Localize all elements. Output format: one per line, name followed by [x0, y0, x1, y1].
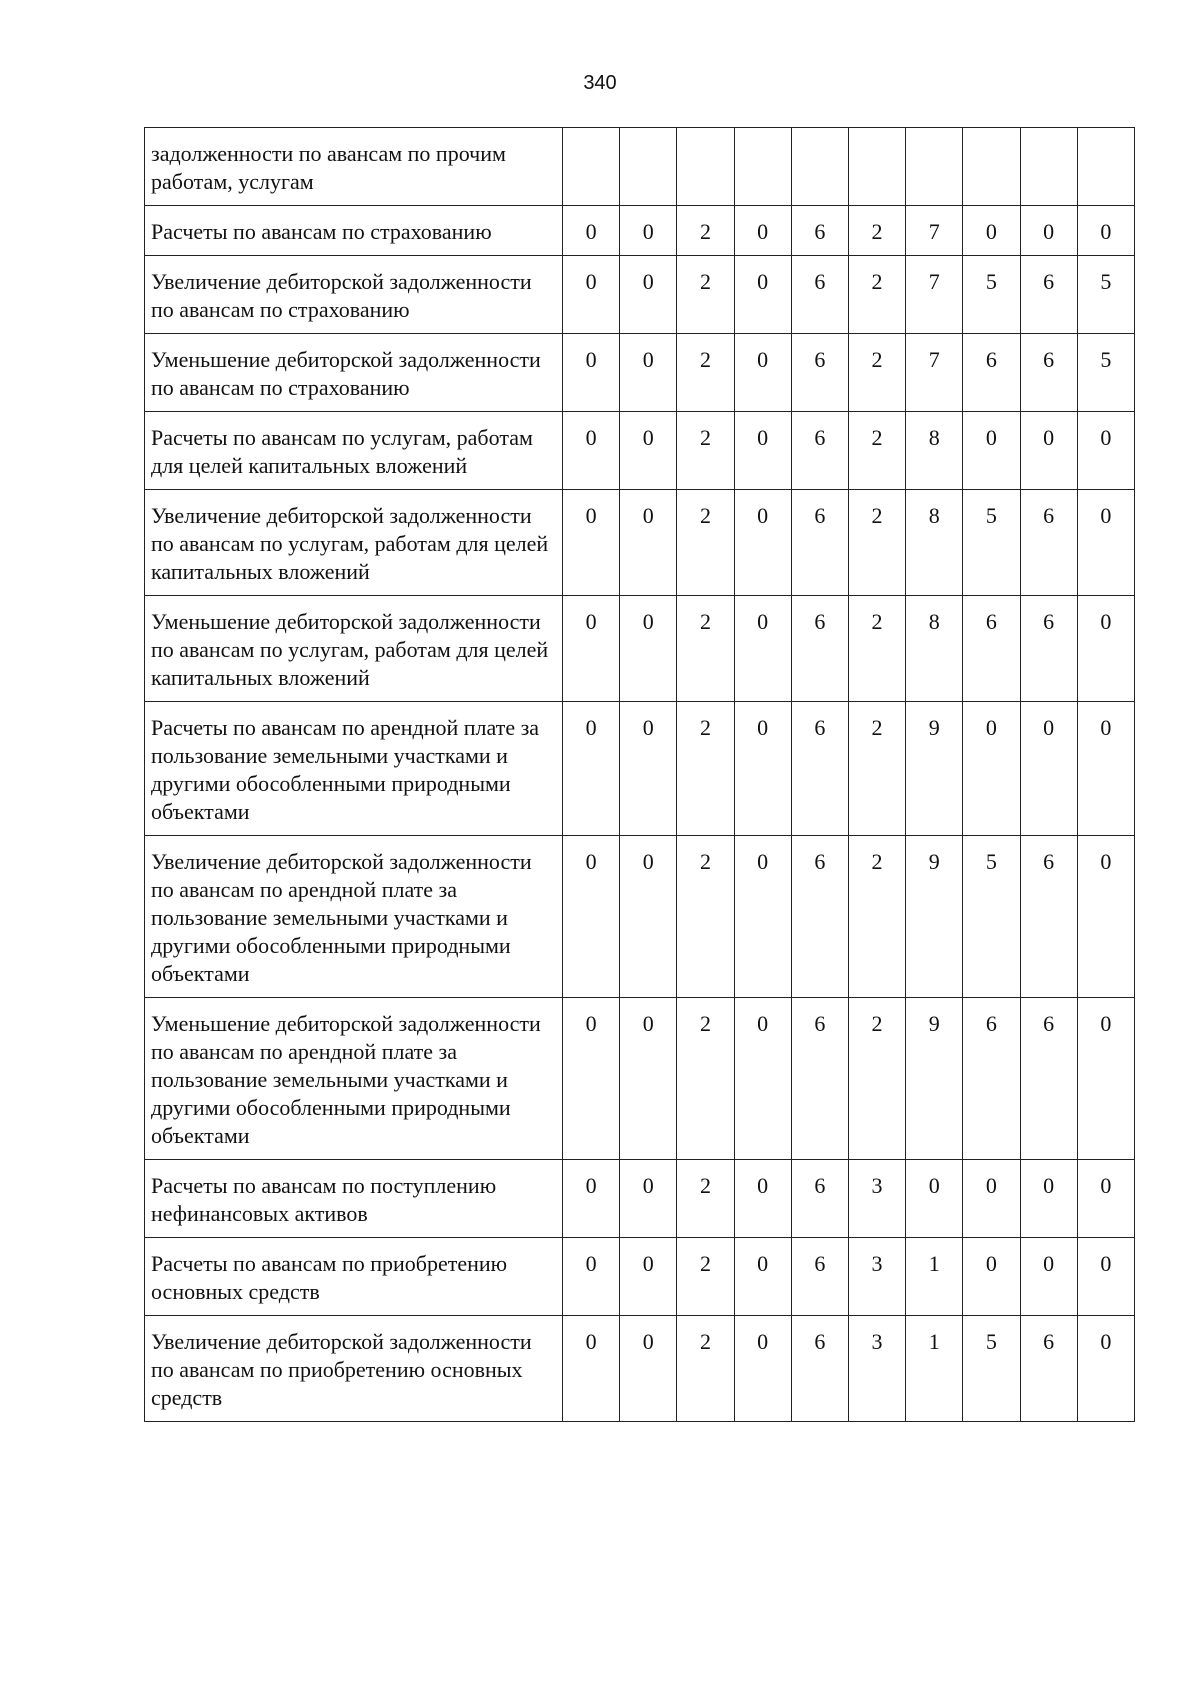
code-digit-cell: 6: [791, 998, 848, 1160]
code-digit-cell: [734, 128, 791, 206]
row-description: Расчеты по авансам по арендной плате за пользование земельными участками и другими обособленными природными объектами: [145, 702, 563, 836]
code-digit-cell: [1020, 128, 1077, 206]
code-digit-cell: 9: [906, 836, 963, 998]
code-digit-cell: 7: [906, 206, 963, 256]
row-description: Расчеты по авансам по страхованию: [145, 206, 563, 256]
code-digit-cell: 6: [1020, 1316, 1077, 1422]
code-digit-cell: 0: [1020, 206, 1077, 256]
code-digit-cell: 0: [1077, 206, 1134, 256]
row-description: Расчеты по авансам по приобретению основных средств: [145, 1238, 563, 1316]
code-digit-cell: 2: [848, 702, 905, 836]
code-digit-cell: 0: [620, 998, 677, 1160]
table-row: [145, 490, 1135, 596]
code-digit-cell: 5: [963, 490, 1020, 596]
code-digit-cell: 7: [906, 334, 963, 412]
code-digit-cell: [906, 128, 963, 206]
code-digit-cell: 0: [734, 412, 791, 490]
code-digit-cell: 5: [963, 1316, 1020, 1422]
code-digit-cell: 6: [1020, 490, 1077, 596]
code-digit-cell: 5: [1077, 256, 1134, 334]
code-digit-cell: 0: [563, 702, 620, 836]
code-digit-cell: 0: [563, 412, 620, 490]
code-digit-cell: 2: [848, 836, 905, 998]
code-digit-cell: 0: [963, 702, 1020, 836]
code-digit-cell: 2: [677, 412, 734, 490]
row-description: Уменьшение дебиторской задолженности по авансам по услугам, работам для целей капитальных вложений: [145, 596, 563, 702]
row-description: задолженности по авансам по прочим работам, услугам: [145, 128, 563, 206]
row-description: Увеличение дебиторской задолженности по авансам по страхованию: [145, 256, 563, 334]
table-row: [145, 128, 1135, 206]
table-row: [145, 206, 1135, 256]
code-digit-cell: 2: [677, 334, 734, 412]
code-digit-cell: 6: [1020, 334, 1077, 412]
code-digit-cell: 0: [620, 836, 677, 998]
code-digit-cell: 2: [677, 596, 734, 702]
code-digit-cell: 2: [848, 206, 905, 256]
row-description: Увеличение дебиторской задолженности по авансам по арендной плате за пользование земельными участками и другими обособленными природными объектами: [145, 836, 563, 998]
code-digit-cell: 0: [1077, 596, 1134, 702]
code-digit-cell: 0: [906, 1160, 963, 1238]
code-digit-cell: 0: [734, 334, 791, 412]
code-digit-cell: 0: [563, 1316, 620, 1422]
code-digit-cell: 6: [963, 596, 1020, 702]
code-digit-cell: 0: [620, 702, 677, 836]
code-digit-cell: [963, 128, 1020, 206]
code-digit-cell: 6: [1020, 998, 1077, 1160]
code-digit-cell: 0: [963, 412, 1020, 490]
code-digit-cell: 6: [791, 1160, 848, 1238]
table-row: [145, 256, 1135, 334]
code-digit-cell: 5: [963, 256, 1020, 334]
code-digit-cell: 0: [563, 1238, 620, 1316]
code-digit-cell: 2: [848, 998, 905, 1160]
code-digit-cell: 1: [906, 1316, 963, 1422]
code-digit-cell: 0: [620, 412, 677, 490]
table-row: [145, 1160, 1135, 1238]
code-digit-cell: [848, 128, 905, 206]
code-digit-cell: 6: [791, 490, 848, 596]
code-digit-cell: 6: [791, 206, 848, 256]
account-codes-table: [144, 127, 1135, 1422]
page-number: 340: [583, 72, 617, 94]
code-digit-cell: 8: [906, 596, 963, 702]
code-digit-cell: [791, 128, 848, 206]
code-digit-cell: 0: [563, 998, 620, 1160]
code-digit-cell: [677, 128, 734, 206]
code-digit-cell: 0: [734, 206, 791, 256]
code-digit-cell: 0: [1077, 1238, 1134, 1316]
code-digit-cell: 5: [1077, 334, 1134, 412]
code-digit-cell: 0: [734, 1238, 791, 1316]
code-digit-cell: 0: [563, 206, 620, 256]
code-digit-cell: 0: [563, 1160, 620, 1238]
code-digit-cell: 6: [791, 1316, 848, 1422]
table-row: [145, 998, 1135, 1160]
table-row: [145, 596, 1135, 702]
row-description: Расчеты по авансам по поступлению нефинансовых активов: [145, 1160, 563, 1238]
code-digit-cell: 2: [677, 490, 734, 596]
code-digit-cell: 0: [1020, 1160, 1077, 1238]
code-digit-cell: 0: [620, 490, 677, 596]
row-description: Уменьшение дебиторской задолженности по авансам по страхованию: [145, 334, 563, 412]
code-digit-cell: 0: [734, 836, 791, 998]
code-digit-cell: 5: [963, 836, 1020, 998]
code-digit-cell: 2: [677, 702, 734, 836]
code-digit-cell: 0: [563, 836, 620, 998]
code-digit-cell: 0: [1077, 836, 1134, 998]
row-description: Уменьшение дебиторской задолженности по авансам по арендной плате за пользование земельными участками и другими обособленными природными объектами: [145, 998, 563, 1160]
code-digit-cell: 6: [791, 412, 848, 490]
code-digit-cell: 0: [963, 1160, 1020, 1238]
code-digit-cell: 0: [963, 1238, 1020, 1316]
table-row: [145, 412, 1135, 490]
code-digit-cell: 1: [906, 1238, 963, 1316]
code-digit-cell: 0: [620, 1238, 677, 1316]
code-digit-cell: 0: [620, 334, 677, 412]
code-digit-cell: 0: [620, 596, 677, 702]
code-digit-cell: 0: [734, 490, 791, 596]
table-body: [145, 128, 1135, 1422]
table-row: [145, 836, 1135, 998]
code-digit-cell: 6: [791, 256, 848, 334]
code-digit-cell: 2: [848, 334, 905, 412]
code-digit-cell: 6: [963, 998, 1020, 1160]
code-digit-cell: 6: [791, 836, 848, 998]
code-digit-cell: 0: [620, 1316, 677, 1422]
code-digit-cell: 2: [677, 1316, 734, 1422]
code-digit-cell: 0: [734, 596, 791, 702]
code-digit-cell: 0: [1020, 702, 1077, 836]
table-row: [145, 334, 1135, 412]
code-digit-cell: 2: [677, 206, 734, 256]
code-digit-cell: 3: [848, 1160, 905, 1238]
code-digit-cell: 0: [1020, 412, 1077, 490]
code-digit-cell: 0: [734, 998, 791, 1160]
code-digit-cell: 2: [677, 256, 734, 334]
table-row: [145, 702, 1135, 836]
code-digit-cell: 9: [906, 702, 963, 836]
code-digit-cell: 6: [1020, 836, 1077, 998]
row-description: Увеличение дебиторской задолженности по авансам по приобретению основных средств: [145, 1316, 563, 1422]
code-digit-cell: 0: [1077, 1160, 1134, 1238]
code-digit-cell: 0: [563, 596, 620, 702]
code-digit-cell: 0: [734, 1316, 791, 1422]
code-digit-cell: [1077, 128, 1134, 206]
code-digit-cell: 0: [563, 334, 620, 412]
table-row: [145, 1316, 1135, 1422]
code-digit-cell: 8: [906, 412, 963, 490]
table-row: [145, 1238, 1135, 1316]
code-digit-cell: 0: [620, 206, 677, 256]
code-digit-cell: 2: [677, 836, 734, 998]
code-digit-cell: 0: [734, 702, 791, 836]
code-digit-cell: 2: [848, 256, 905, 334]
code-digit-cell: 2: [677, 1238, 734, 1316]
code-digit-cell: 9: [906, 998, 963, 1160]
code-digit-cell: 0: [563, 256, 620, 334]
code-digit-cell: 0: [734, 256, 791, 334]
code-digit-cell: 3: [848, 1238, 905, 1316]
code-digit-cell: 6: [1020, 256, 1077, 334]
code-digit-cell: 0: [1077, 412, 1134, 490]
code-digit-cell: 0: [734, 1160, 791, 1238]
code-digit-cell: 0: [1077, 490, 1134, 596]
code-digit-cell: 6: [1020, 596, 1077, 702]
code-digit-cell: 0: [620, 256, 677, 334]
code-digit-cell: 0: [1077, 1316, 1134, 1422]
code-digit-cell: 2: [677, 998, 734, 1160]
code-digit-cell: 2: [848, 490, 905, 596]
code-digit-cell: 2: [677, 1160, 734, 1238]
code-digit-cell: 2: [848, 596, 905, 702]
code-digit-cell: 7: [906, 256, 963, 334]
code-digit-cell: 0: [620, 1160, 677, 1238]
row-description: Расчеты по авансам по услугам, работам для целей капитальных вложений: [145, 412, 563, 490]
code-digit-cell: 0: [963, 206, 1020, 256]
code-digit-cell: 6: [963, 334, 1020, 412]
code-digit-cell: 6: [791, 334, 848, 412]
code-digit-cell: [620, 128, 677, 206]
row-description: Увеличение дебиторской задолженности по авансам по услугам, работам для целей капитальных вложений: [145, 490, 563, 596]
code-digit-cell: 8: [906, 490, 963, 596]
code-digit-cell: 3: [848, 1316, 905, 1422]
code-digit-cell: 0: [1077, 998, 1134, 1160]
code-digit-cell: 6: [791, 702, 848, 836]
code-digit-cell: [563, 128, 620, 206]
code-digit-cell: 0: [1020, 1238, 1077, 1316]
code-digit-cell: 2: [848, 412, 905, 490]
code-digit-cell: 6: [791, 596, 848, 702]
code-digit-cell: 0: [563, 490, 620, 596]
code-digit-cell: 0: [1077, 702, 1134, 836]
code-digit-cell: 6: [791, 1238, 848, 1316]
